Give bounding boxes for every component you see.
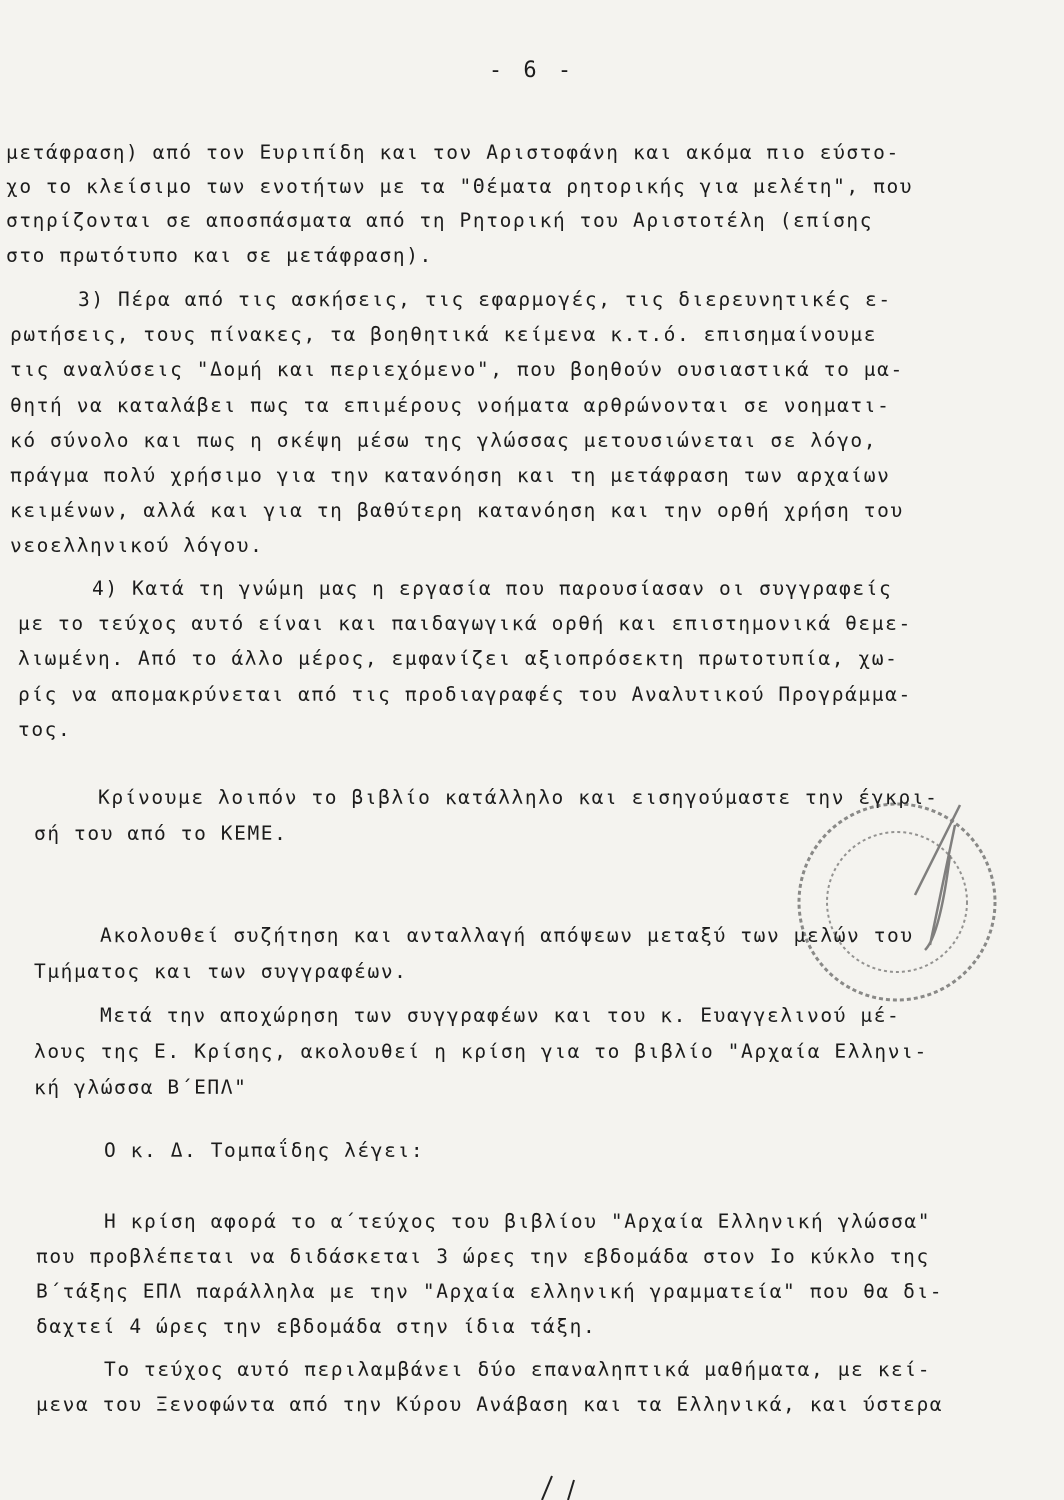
text-line: Β΄τάξης ΕΠΛ παράλληλα με την "Αρχαία ελληνική γραμματεία" που θα δι- bbox=[36, 1280, 944, 1303]
text-line: νεοελληνικού λόγου. bbox=[10, 534, 264, 557]
text-line: λιωμένη. Από το άλλο μέρος, εμφανίζει αξιοπρόσεκτη πρωτοτυπία, χω- bbox=[18, 647, 899, 670]
text-line: τις αναλύσεις "Δομή και περιεχόμενο", που βοηθούν ουσιαστικά το μα- bbox=[10, 358, 904, 381]
text-line: που προβλέπεται να διδάσκεται 3 ώρες την εβδομάδα στον Ιο κύκλο της bbox=[36, 1245, 930, 1268]
text-line: Μετά την αποχώρηση των συγγραφέων και του κ. Ευαγγελινού μέ- bbox=[100, 1004, 901, 1027]
text-line: κή γλώσσα Β΄ΕΠΛ" bbox=[34, 1076, 248, 1099]
text-line: κό σύνολο και πως η σκέψη μέσω της γλώσσας μετουσιώνεται σε λόγο, bbox=[10, 429, 878, 452]
text-line: τος. bbox=[18, 718, 72, 741]
text-line: 3) Πέρα από τις ασκήσεις, τις εφαρμογές, τις διερευνητικές ε- bbox=[78, 288, 892, 311]
text-line: δαχτεί 4 ώρες την εβδομάδα στην ίδια τάξη. bbox=[36, 1315, 597, 1338]
text-line: Η κρίση αφορά το α΄τεύχος του βιβλίου "Αρχαία Ελληνική γλώσσα" bbox=[104, 1210, 932, 1233]
text-line: λους της Ε. Κρίσης, ακολουθεί η κρίση για το βιβλίο "Αρχαία Ελληνι- bbox=[34, 1040, 928, 1063]
text-line: σή του από το ΚΕΜΕ. bbox=[34, 822, 288, 845]
text-line: θητή να καταλάβει πως τα επιμέρους νοήματα αρθρώνονται σε νοηματι- bbox=[10, 394, 891, 417]
text-line: μενα του Ξενοφώντα από την Κύρου Ανάβαση και τα Ελληνικά, και ύστερα bbox=[36, 1393, 944, 1416]
text-line: μετάφραση) από τον Ευριπίδη και τον Αριστοφάνη και ακόμα πιο εύστο- bbox=[6, 141, 900, 164]
official-stamp bbox=[790, 795, 1005, 1010]
text-line: Ο κ. Δ. Τομπαΐδης λέγει: bbox=[104, 1139, 425, 1162]
text-line: κειμένων, αλλά και για τη βαθύτερη κατανόηση και την ορθή χρήση του bbox=[10, 499, 904, 522]
text-line: πράγμα πολύ χρήσιμο για την κατανόηση και τη μετάφραση των αρχαίων bbox=[10, 464, 891, 487]
text-line: χο το κλείσιμο των ενοτήτων με τα "Θέματα ρητορικής για μελέτη", που bbox=[6, 175, 914, 198]
text-line: στο πρωτότυπο και σε μετάφραση). bbox=[6, 244, 433, 267]
text-line: Ακολουθεί συζήτηση και ανταλλαγή απόψεων μεταξύ των μελών του bbox=[100, 924, 914, 947]
text-line: ρίς να απομακρύνεται από τις προδιαγραφές του Αναλυτικού Προγράμμα- bbox=[18, 683, 912, 706]
text-line: Τμήματος και των συγγραφέων. bbox=[34, 960, 408, 983]
text-line: ρωτήσεις, τους πίνακες, τα βοηθητικά κείμενα κ.τ.ό. επισημαίνουμε bbox=[10, 323, 878, 346]
text-line: στηρίζονται σε αποσπάσματα από τη Ρητορική του Αριστοτέλη (επίσης bbox=[6, 209, 874, 232]
text-line: Το τεύχος αυτό περιλαμβάνει δύο επαναληπτικά μαθήματα, με κεί- bbox=[104, 1358, 932, 1381]
page-number: - 6 - bbox=[488, 58, 576, 83]
text-line: με το τεύχος αυτό είναι και παιδαγωγικά ορθή και επιστημονικά θεμε- bbox=[18, 612, 912, 635]
text-line: Κρίνουμε λοιπόν το βιβλίο κατάλληλο και εισηγούμαστε την έγκρι- bbox=[98, 786, 939, 809]
handwritten-mark bbox=[530, 1472, 590, 1500]
text-line: 4) Κατά τη γνώμη μας η εργασία που παρουσίασαν οι συγγραφείς bbox=[92, 577, 893, 600]
